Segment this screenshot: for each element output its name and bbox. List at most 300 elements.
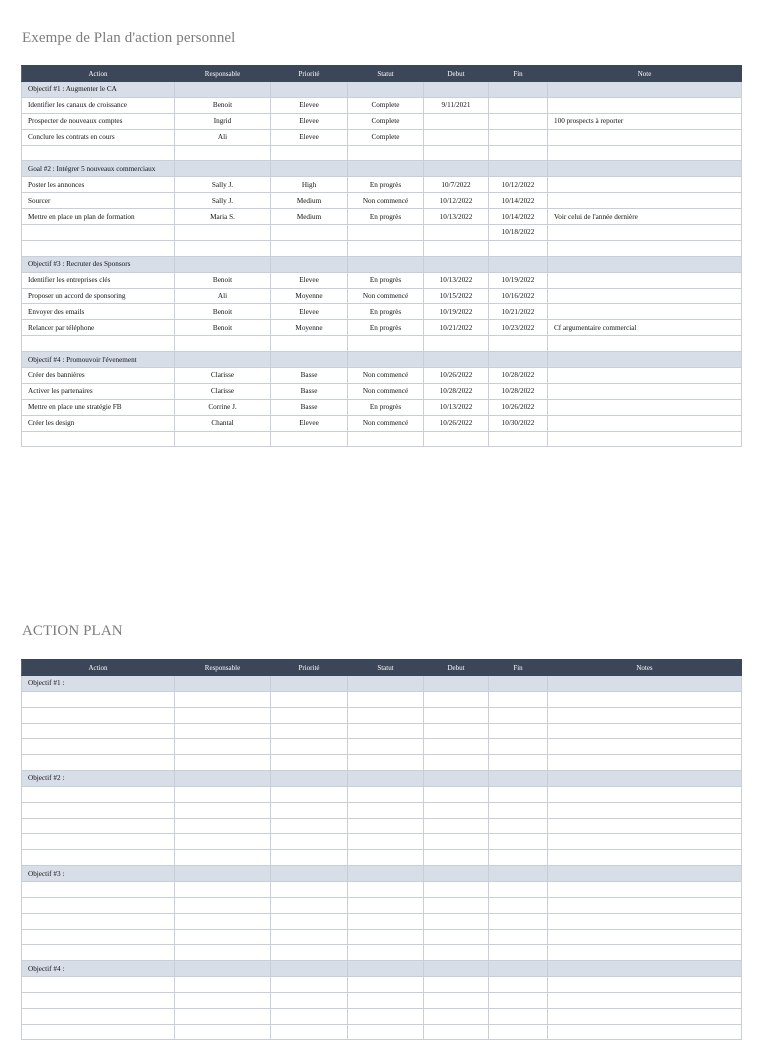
action-cell[interactable] (22, 225, 175, 241)
debut-cell[interactable]: 10/13/2022 (424, 399, 489, 415)
note-cell[interactable] (548, 145, 742, 161)
action-cell[interactable] (22, 913, 175, 929)
responsable-cell[interactable] (175, 240, 271, 256)
note-cell[interactable]: Cf argumentaire commercial (548, 320, 742, 336)
fin-cell[interactable]: 10/26/2022 (489, 399, 548, 415)
debut-cell[interactable] (424, 945, 489, 961)
note-cell[interactable] (548, 368, 742, 384)
action-cell[interactable] (22, 786, 175, 802)
action-cell[interactable] (22, 240, 175, 256)
responsable-cell[interactable] (175, 786, 271, 802)
priorite-cell[interactable]: Elevee (271, 304, 348, 320)
responsable-cell[interactable]: Benoit (175, 320, 271, 336)
fin-cell[interactable]: 10/14/2022 (489, 193, 548, 209)
debut-cell[interactable] (424, 129, 489, 145)
fin-cell[interactable] (489, 992, 548, 1008)
action-cell[interactable] (22, 850, 175, 866)
note-cell[interactable] (548, 129, 742, 145)
action-cell[interactable] (22, 929, 175, 945)
action-cell[interactable]: Créer des bannières (22, 368, 175, 384)
responsable-cell[interactable] (175, 691, 271, 707)
note-cell[interactable]: Voir celui de l'année dernière (548, 209, 742, 225)
note-cell[interactable] (548, 240, 742, 256)
action-cell[interactable] (22, 707, 175, 723)
statut-cell[interactable] (348, 707, 424, 723)
responsable-cell[interactable] (175, 723, 271, 739)
fin-cell[interactable] (489, 113, 548, 129)
priorite-cell[interactable] (271, 850, 348, 866)
note-cell[interactable] (548, 723, 742, 739)
priorite-cell[interactable] (271, 834, 348, 850)
priorite-cell[interactable]: High (271, 177, 348, 193)
fin-cell[interactable] (489, 723, 548, 739)
debut-cell[interactable] (424, 113, 489, 129)
priorite-cell[interactable] (271, 240, 348, 256)
note-cell[interactable] (548, 707, 742, 723)
fin-cell[interactable] (489, 913, 548, 929)
note-cell[interactable] (548, 1024, 742, 1040)
priorite-cell[interactable] (271, 739, 348, 755)
action-cell[interactable]: Identifier les canaux de croissance (22, 97, 175, 113)
debut-cell[interactable] (424, 818, 489, 834)
objective-cell[interactable] (548, 352, 742, 368)
action-cell[interactable]: Créer les design (22, 415, 175, 431)
note-cell[interactable] (548, 802, 742, 818)
priorite-cell[interactable]: Medium (271, 193, 348, 209)
objective-cell[interactable] (424, 961, 489, 977)
priorite-cell[interactable] (271, 1024, 348, 1040)
statut-cell[interactable] (348, 755, 424, 771)
priorite-cell[interactable] (271, 913, 348, 929)
objective-cell[interactable] (424, 771, 489, 787)
note-cell[interactable] (548, 945, 742, 961)
priorite-cell[interactable] (271, 881, 348, 897)
note-cell[interactable] (548, 818, 742, 834)
responsable-cell[interactable] (175, 818, 271, 834)
action-cell[interactable] (22, 818, 175, 834)
action-cell[interactable] (22, 145, 175, 161)
responsable-cell[interactable] (175, 897, 271, 913)
debut-cell[interactable] (424, 786, 489, 802)
statut-cell[interactable]: En progrès (348, 272, 424, 288)
action-cell[interactable] (22, 977, 175, 993)
fin-cell[interactable] (489, 818, 548, 834)
note-cell[interactable] (548, 383, 742, 399)
statut-cell[interactable] (348, 1024, 424, 1040)
objective-cell[interactable] (271, 961, 348, 977)
debut-cell[interactable]: 10/26/2022 (424, 415, 489, 431)
statut-cell[interactable] (348, 945, 424, 961)
debut-cell[interactable]: 10/7/2022 (424, 177, 489, 193)
objective-cell[interactable] (424, 161, 489, 177)
note-cell[interactable] (548, 399, 742, 415)
objective-title[interactable]: Objectif #3 : (22, 866, 175, 882)
objective-cell[interactable] (489, 771, 548, 787)
fin-cell[interactable] (489, 336, 548, 352)
priorite-cell[interactable] (271, 755, 348, 771)
priorite-cell[interactable]: Basse (271, 368, 348, 384)
objective-cell[interactable] (548, 676, 742, 692)
fin-cell[interactable] (489, 431, 548, 447)
note-cell[interactable] (548, 786, 742, 802)
objective-cell[interactable] (489, 866, 548, 882)
objective-cell[interactable] (271, 82, 348, 98)
statut-cell[interactable] (348, 145, 424, 161)
objective-title[interactable]: Objectif #1 : (22, 676, 175, 692)
fin-cell[interactable] (489, 240, 548, 256)
priorite-cell[interactable]: Basse (271, 383, 348, 399)
statut-cell[interactable] (348, 240, 424, 256)
priorite-cell[interactable] (271, 336, 348, 352)
priorite-cell[interactable] (271, 145, 348, 161)
debut-cell[interactable]: 10/13/2022 (424, 272, 489, 288)
responsable-cell[interactable]: Corrine J. (175, 399, 271, 415)
responsable-cell[interactable]: Benoit (175, 304, 271, 320)
debut-cell[interactable]: 10/15/2022 (424, 288, 489, 304)
responsable-cell[interactable]: Benoit (175, 272, 271, 288)
note-cell[interactable] (548, 850, 742, 866)
action-cell[interactable] (22, 1008, 175, 1024)
fin-cell[interactable]: 10/28/2022 (489, 368, 548, 384)
debut-cell[interactable] (424, 929, 489, 945)
fin-cell[interactable] (489, 755, 548, 771)
statut-cell[interactable]: En progrès (348, 320, 424, 336)
objective-cell[interactable] (271, 161, 348, 177)
objective-cell[interactable] (548, 161, 742, 177)
responsable-cell[interactable]: Ingrid (175, 113, 271, 129)
statut-cell[interactable] (348, 225, 424, 241)
fin-cell[interactable] (489, 739, 548, 755)
responsable-cell[interactable]: Sally J. (175, 177, 271, 193)
objective-cell[interactable] (348, 771, 424, 787)
action-cell[interactable]: Proposer un accord de sponsoring (22, 288, 175, 304)
objective-cell[interactable] (348, 961, 424, 977)
action-cell[interactable]: Mettre en place un plan de formation (22, 209, 175, 225)
debut-cell[interactable] (424, 1008, 489, 1024)
note-cell[interactable] (548, 755, 742, 771)
debut-cell[interactable]: 10/28/2022 (424, 383, 489, 399)
action-cell[interactable] (22, 431, 175, 447)
note-cell[interactable] (548, 336, 742, 352)
fin-cell[interactable] (489, 929, 548, 945)
statut-cell[interactable]: En progrès (348, 399, 424, 415)
note-cell[interactable] (548, 992, 742, 1008)
objective-cell[interactable] (175, 352, 271, 368)
debut-cell[interactable]: 9/11/2021 (424, 97, 489, 113)
statut-cell[interactable] (348, 834, 424, 850)
priorite-cell[interactable]: Elevee (271, 415, 348, 431)
objective-cell[interactable] (348, 676, 424, 692)
fin-cell[interactable]: 10/23/2022 (489, 320, 548, 336)
action-cell[interactable]: Conclure les contrats en cours (22, 129, 175, 145)
debut-cell[interactable] (424, 707, 489, 723)
objective-cell[interactable] (489, 352, 548, 368)
statut-cell[interactable] (348, 850, 424, 866)
priorite-cell[interactable] (271, 707, 348, 723)
debut-cell[interactable]: 10/19/2022 (424, 304, 489, 320)
debut-cell[interactable]: 10/26/2022 (424, 368, 489, 384)
debut-cell[interactable] (424, 897, 489, 913)
priorite-cell[interactable] (271, 691, 348, 707)
note-cell[interactable] (548, 691, 742, 707)
debut-cell[interactable] (424, 850, 489, 866)
fin-cell[interactable] (489, 691, 548, 707)
action-cell[interactable]: Mettre en place une stratégie FB (22, 399, 175, 415)
statut-cell[interactable] (348, 929, 424, 945)
action-cell[interactable] (22, 945, 175, 961)
priorite-cell[interactable] (271, 1008, 348, 1024)
note-cell[interactable] (548, 304, 742, 320)
objective-cell[interactable] (175, 866, 271, 882)
priorite-cell[interactable]: Elevee (271, 113, 348, 129)
fin-cell[interactable] (489, 802, 548, 818)
note-cell[interactable] (548, 431, 742, 447)
debut-cell[interactable] (424, 992, 489, 1008)
statut-cell[interactable] (348, 431, 424, 447)
objective-title[interactable]: Objectif #3 : Recruter des Sponsors (22, 256, 175, 272)
fin-cell[interactable]: 10/19/2022 (489, 272, 548, 288)
objective-cell[interactable] (489, 161, 548, 177)
objective-cell[interactable] (489, 256, 548, 272)
priorite-cell[interactable] (271, 802, 348, 818)
objective-title[interactable]: Objectif #4 : (22, 961, 175, 977)
debut-cell[interactable] (424, 691, 489, 707)
responsable-cell[interactable]: Maria S. (175, 209, 271, 225)
debut-cell[interactable]: 10/21/2022 (424, 320, 489, 336)
note-cell[interactable]: 100 prospects à reporter (548, 113, 742, 129)
debut-cell[interactable] (424, 723, 489, 739)
action-cell[interactable]: Identifier les entreprises clés (22, 272, 175, 288)
statut-cell[interactable]: En progrès (348, 209, 424, 225)
responsable-cell[interactable] (175, 739, 271, 755)
statut-cell[interactable]: En progrès (348, 177, 424, 193)
debut-cell[interactable] (424, 802, 489, 818)
objective-cell[interactable] (548, 256, 742, 272)
responsable-cell[interactable] (175, 1008, 271, 1024)
priorite-cell[interactable] (271, 818, 348, 834)
debut-cell[interactable] (424, 145, 489, 161)
responsable-cell[interactable] (175, 145, 271, 161)
note-cell[interactable] (548, 834, 742, 850)
statut-cell[interactable]: Complete (348, 129, 424, 145)
action-cell[interactable] (22, 739, 175, 755)
debut-cell[interactable] (424, 1024, 489, 1040)
objective-cell[interactable] (271, 771, 348, 787)
note-cell[interactable] (548, 97, 742, 113)
responsable-cell[interactable] (175, 802, 271, 818)
objective-cell[interactable] (175, 676, 271, 692)
statut-cell[interactable] (348, 802, 424, 818)
responsable-cell[interactable] (175, 881, 271, 897)
priorite-cell[interactable] (271, 992, 348, 1008)
debut-cell[interactable] (424, 336, 489, 352)
statut-cell[interactable]: Non commencé (348, 368, 424, 384)
note-cell[interactable] (548, 415, 742, 431)
objective-cell[interactable] (489, 676, 548, 692)
action-cell[interactable] (22, 755, 175, 771)
objective-cell[interactable] (489, 82, 548, 98)
responsable-cell[interactable] (175, 834, 271, 850)
objective-title[interactable]: Objectif #2 : (22, 771, 175, 787)
action-cell[interactable] (22, 691, 175, 707)
priorite-cell[interactable]: Medium (271, 209, 348, 225)
statut-cell[interactable] (348, 336, 424, 352)
action-cell[interactable] (22, 881, 175, 897)
responsable-cell[interactable] (175, 1024, 271, 1040)
note-cell[interactable] (548, 288, 742, 304)
priorite-cell[interactable] (271, 431, 348, 447)
objective-cell[interactable] (348, 82, 424, 98)
note-cell[interactable] (548, 177, 742, 193)
fin-cell[interactable] (489, 786, 548, 802)
action-cell[interactable]: Prospecter de nouveaux comptes (22, 113, 175, 129)
statut-cell[interactable] (348, 992, 424, 1008)
note-cell[interactable] (548, 739, 742, 755)
action-cell[interactable] (22, 723, 175, 739)
objective-cell[interactable] (175, 161, 271, 177)
priorite-cell[interactable] (271, 945, 348, 961)
statut-cell[interactable]: En progrès (348, 304, 424, 320)
priorite-cell[interactable]: Basse (271, 399, 348, 415)
priorite-cell[interactable]: Elevee (271, 272, 348, 288)
objective-title[interactable]: Goal #2 : Intégrer 5 nouveaux commerciaux (22, 161, 175, 177)
priorite-cell[interactable] (271, 786, 348, 802)
responsable-cell[interactable]: Clarisse (175, 368, 271, 384)
fin-cell[interactable] (489, 897, 548, 913)
objective-cell[interactable] (271, 352, 348, 368)
debut-cell[interactable] (424, 431, 489, 447)
objective-cell[interactable] (424, 82, 489, 98)
fin-cell[interactable]: 10/16/2022 (489, 288, 548, 304)
responsable-cell[interactable] (175, 945, 271, 961)
priorite-cell[interactable] (271, 723, 348, 739)
fin-cell[interactable] (489, 145, 548, 161)
responsable-cell[interactable] (175, 977, 271, 993)
statut-cell[interactable]: Complete (348, 97, 424, 113)
debut-cell[interactable] (424, 834, 489, 850)
responsable-cell[interactable] (175, 336, 271, 352)
objective-cell[interactable] (175, 82, 271, 98)
action-cell[interactable]: Sourcer (22, 193, 175, 209)
statut-cell[interactable]: Non commencé (348, 383, 424, 399)
debut-cell[interactable] (424, 881, 489, 897)
fin-cell[interactable] (489, 850, 548, 866)
objective-cell[interactable] (424, 352, 489, 368)
action-cell[interactable] (22, 1024, 175, 1040)
action-cell[interactable] (22, 897, 175, 913)
statut-cell[interactable] (348, 913, 424, 929)
objective-cell[interactable] (548, 771, 742, 787)
objective-cell[interactable] (175, 961, 271, 977)
note-cell[interactable] (548, 225, 742, 241)
debut-cell[interactable] (424, 225, 489, 241)
fin-cell[interactable] (489, 97, 548, 113)
responsable-cell[interactable] (175, 929, 271, 945)
priorite-cell[interactable]: Elevee (271, 129, 348, 145)
statut-cell[interactable] (348, 881, 424, 897)
action-cell[interactable] (22, 834, 175, 850)
objective-cell[interactable] (271, 676, 348, 692)
objective-cell[interactable] (348, 866, 424, 882)
fin-cell[interactable] (489, 945, 548, 961)
action-cell[interactable] (22, 992, 175, 1008)
action-cell[interactable] (22, 336, 175, 352)
objective-cell[interactable] (348, 352, 424, 368)
objective-cell[interactable] (175, 771, 271, 787)
responsable-cell[interactable] (175, 850, 271, 866)
responsable-cell[interactable]: Chantal (175, 415, 271, 431)
fin-cell[interactable] (489, 1008, 548, 1024)
objective-cell[interactable] (348, 256, 424, 272)
fin-cell[interactable]: 10/18/2022 (489, 225, 548, 241)
responsable-cell[interactable]: Sally J. (175, 193, 271, 209)
note-cell[interactable] (548, 897, 742, 913)
responsable-cell[interactable] (175, 431, 271, 447)
statut-cell[interactable] (348, 818, 424, 834)
statut-cell[interactable] (348, 723, 424, 739)
priorite-cell[interactable]: Moyenne (271, 288, 348, 304)
note-cell[interactable] (548, 977, 742, 993)
statut-cell[interactable]: Non commencé (348, 415, 424, 431)
fin-cell[interactable] (489, 977, 548, 993)
debut-cell[interactable] (424, 240, 489, 256)
objective-cell[interactable] (548, 961, 742, 977)
responsable-cell[interactable] (175, 755, 271, 771)
fin-cell[interactable] (489, 1024, 548, 1040)
priorite-cell[interactable]: Moyenne (271, 320, 348, 336)
priorite-cell[interactable] (271, 897, 348, 913)
priorite-cell[interactable] (271, 977, 348, 993)
fin-cell[interactable]: 10/30/2022 (489, 415, 548, 431)
action-cell[interactable] (22, 802, 175, 818)
note-cell[interactable] (548, 193, 742, 209)
objective-cell[interactable] (548, 866, 742, 882)
statut-cell[interactable] (348, 897, 424, 913)
responsable-cell[interactable] (175, 225, 271, 241)
action-cell[interactable]: Envoyer des emails (22, 304, 175, 320)
fin-cell[interactable]: 10/12/2022 (489, 177, 548, 193)
fin-cell[interactable] (489, 707, 548, 723)
debut-cell[interactable]: 10/13/2022 (424, 209, 489, 225)
fin-cell[interactable] (489, 881, 548, 897)
debut-cell[interactable]: 10/12/2022 (424, 193, 489, 209)
objective-cell[interactable] (489, 961, 548, 977)
responsable-cell[interactable] (175, 992, 271, 1008)
note-cell[interactable] (548, 913, 742, 929)
objective-title[interactable]: Objectif #4 : Promouvoir l'évenement (22, 352, 175, 368)
debut-cell[interactable] (424, 977, 489, 993)
note-cell[interactable] (548, 1008, 742, 1024)
objective-title[interactable]: Objectif #1 : Augmenter le CA (22, 82, 175, 98)
fin-cell[interactable] (489, 129, 548, 145)
statut-cell[interactable]: Non commencé (348, 193, 424, 209)
debut-cell[interactable] (424, 755, 489, 771)
debut-cell[interactable] (424, 739, 489, 755)
responsable-cell[interactable]: Clarisse (175, 383, 271, 399)
objective-cell[interactable] (424, 676, 489, 692)
priorite-cell[interactable] (271, 929, 348, 945)
statut-cell[interactable] (348, 786, 424, 802)
objective-cell[interactable] (424, 866, 489, 882)
priorite-cell[interactable] (271, 225, 348, 241)
debut-cell[interactable] (424, 913, 489, 929)
fin-cell[interactable]: 10/14/2022 (489, 209, 548, 225)
note-cell[interactable] (548, 272, 742, 288)
action-cell[interactable]: Activer les partenaires (22, 383, 175, 399)
statut-cell[interactable]: Non commencé (348, 288, 424, 304)
action-cell[interactable]: Poster les annonces (22, 177, 175, 193)
objective-cell[interactable] (424, 256, 489, 272)
